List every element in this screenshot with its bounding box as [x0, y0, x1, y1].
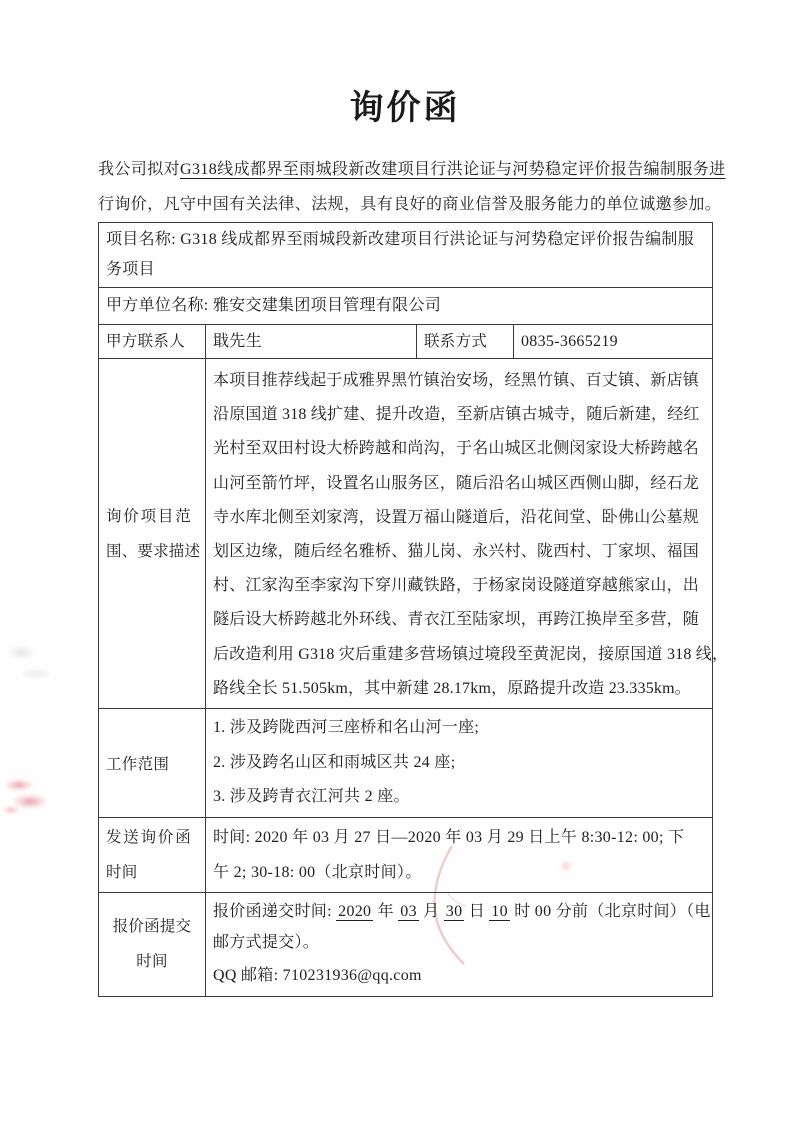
scope-desc-line: 沿原国道 318 线扩建、提升改造，至新店镇古城寺，随后新建，经红: [213, 406, 700, 424]
submit-time-qq-email: QQ 邮箱: 710231936@qq.com: [213, 966, 422, 984]
work-scope-items-cell: [206, 709, 713, 818]
send-time-line2: 午 2; 30-18: 00（北京时间）。: [213, 863, 422, 881]
project-name-row: [99, 223, 713, 288]
submit-seg: 报价函递交时间:: [213, 902, 337, 920]
scope-desc-line: 本项目推荐线起于成雅界黑竹镇治安场，经黑竹镇、百丈镇、新店镇: [213, 372, 700, 389]
scope-description-cell: [206, 359, 729, 709]
scope-desc-line: 路线全长 51.505km，其中新建 28.17km，原路提升改造 23.335km。: [213, 679, 691, 697]
work-scope-item: 3. 涉及跨青衣江河共 2 座。: [213, 788, 410, 806]
submit-seg: 年: [373, 902, 399, 920]
send-time-label-line1: 发送询价函: [106, 828, 193, 846]
scope-label-line2: 围、要求描述: [106, 542, 201, 560]
party-a-value: 雅安交建集团项目管理有限公司: [212, 297, 442, 314]
intro-paragraph: [98, 152, 726, 222]
work-scope-row: [99, 709, 713, 818]
send-time-value-cell: [206, 817, 713, 892]
scope-desc-line: 村、江家沟至李家沟下穿川藏铁路，于杨家岗设隧道穿越熊家山，出: [213, 577, 700, 595]
scope-desc-line: 寺水库北侧至刘家湾，设置万福山隧道后，沿花间堂、卧佛山公墓规: [213, 508, 700, 526]
scope-desc-line: 隧后设大桥跨越北外环线、青衣江至陆家坝，再跨江换岸至多营，随: [213, 611, 700, 629]
work-scope-item: 1. 涉及跨陇西河三座桥和名山河一座;: [213, 719, 480, 737]
submit-time-label-line2: 时间: [136, 953, 168, 971]
party-a-cell: [99, 288, 713, 325]
scope-label-cell: [99, 359, 206, 709]
contact-label-cell: 甲方联系人: [99, 325, 206, 359]
document-title: 询价函: [349, 90, 461, 127]
contact-row: [99, 325, 713, 359]
work-scope-item: 2. 涉及跨名山区和雨城区共 24 座;: [213, 753, 456, 771]
party-a-row: [99, 288, 713, 325]
scope-desc-line: 后改造利用 G318 灾后重建多营场镇过境段至黄泥岗，接原国道 318 线，: [213, 645, 729, 663]
contact-value-cell: 戢先生: [206, 325, 417, 359]
scan-smudge-pink: [12, 794, 48, 809]
submit-time-label-cell: [99, 892, 206, 996]
contact-method-value-cell: 0835-3665219: [514, 325, 713, 359]
submit-time-label-line1: 报价函提交: [112, 918, 192, 936]
submit-seg-underlined-day: 30: [445, 902, 463, 920]
submit-seg: 月: [418, 902, 444, 920]
scope-desc-line: 划区边缘，随后经名雅桥、猫儿岗、永兴村、陇西村、丁家坝、福国: [213, 543, 700, 561]
submit-seg-underlined-hour: 10: [491, 902, 508, 920]
intro-line-1: [98, 152, 726, 187]
submit-time-line1: [213, 896, 711, 927]
scope-desc-line: 光村至双田村设大桥跨越和尚沟，于名山城区北侧闵家设大桥跨越名: [213, 440, 700, 458]
inquiry-table: [98, 222, 729, 997]
scan-smudge-gray: [20, 668, 52, 679]
project-name-value: G318 线成都界至雨城段新改建项目行洪论证与河势稳定评价报告编制服务项目: [106, 231, 695, 278]
send-time-label-cell: [99, 817, 206, 892]
send-time-line1: 时间: 2020 年 03 月 27 日—2020 年 03 月 29 日上午 8:30-12: 00; 下: [213, 828, 685, 846]
project-name-label: 项目名称:: [106, 231, 181, 248]
scope-row: [99, 359, 713, 709]
intro-line1-prefix: 我公司拟对: [98, 161, 181, 178]
submit-time-row: [99, 892, 713, 996]
scan-smudge-gray: [8, 645, 36, 660]
contact-method-label-cell: 联系方式: [417, 325, 514, 359]
underlined-project-name: G318线成都界至雨城段新改建项目行洪论证与河势稳定评价报告编制服务进: [180, 161, 726, 178]
scope-label-line1: 询价项目范: [106, 507, 193, 525]
intro-line-2: 行询价，凡守中国有关法律、法规，具有良好的商业信誉及服务能力的单位诚邀参加。: [98, 196, 722, 213]
submit-seg-underlined-month: 03: [400, 902, 417, 920]
send-time-label-line2: 时间: [106, 863, 138, 881]
submit-time-line2: 邮方式提交）。: [213, 933, 320, 951]
document-content: [98, 86, 729, 997]
submit-seg: 时 00 分前（北京时间）（电: [509, 902, 711, 920]
send-time-row: [99, 817, 713, 892]
submit-seg: 日: [464, 902, 490, 920]
party-a-label: 甲方单位名称:: [106, 297, 213, 314]
project-name-cell: [99, 223, 713, 288]
scan-smudge-pink: [2, 806, 20, 814]
scan-smudge-pink: [4, 779, 34, 791]
scope-desc-line: 山河至箭竹坪，设置名山服务区，随后沿名山城区西侧山脚，经石龙: [213, 474, 700, 492]
submit-time-value-cell: [206, 892, 713, 996]
submit-seg-underlined-year: 2020: [338, 902, 372, 920]
work-scope-label-cell: 工作范围: [99, 709, 206, 818]
